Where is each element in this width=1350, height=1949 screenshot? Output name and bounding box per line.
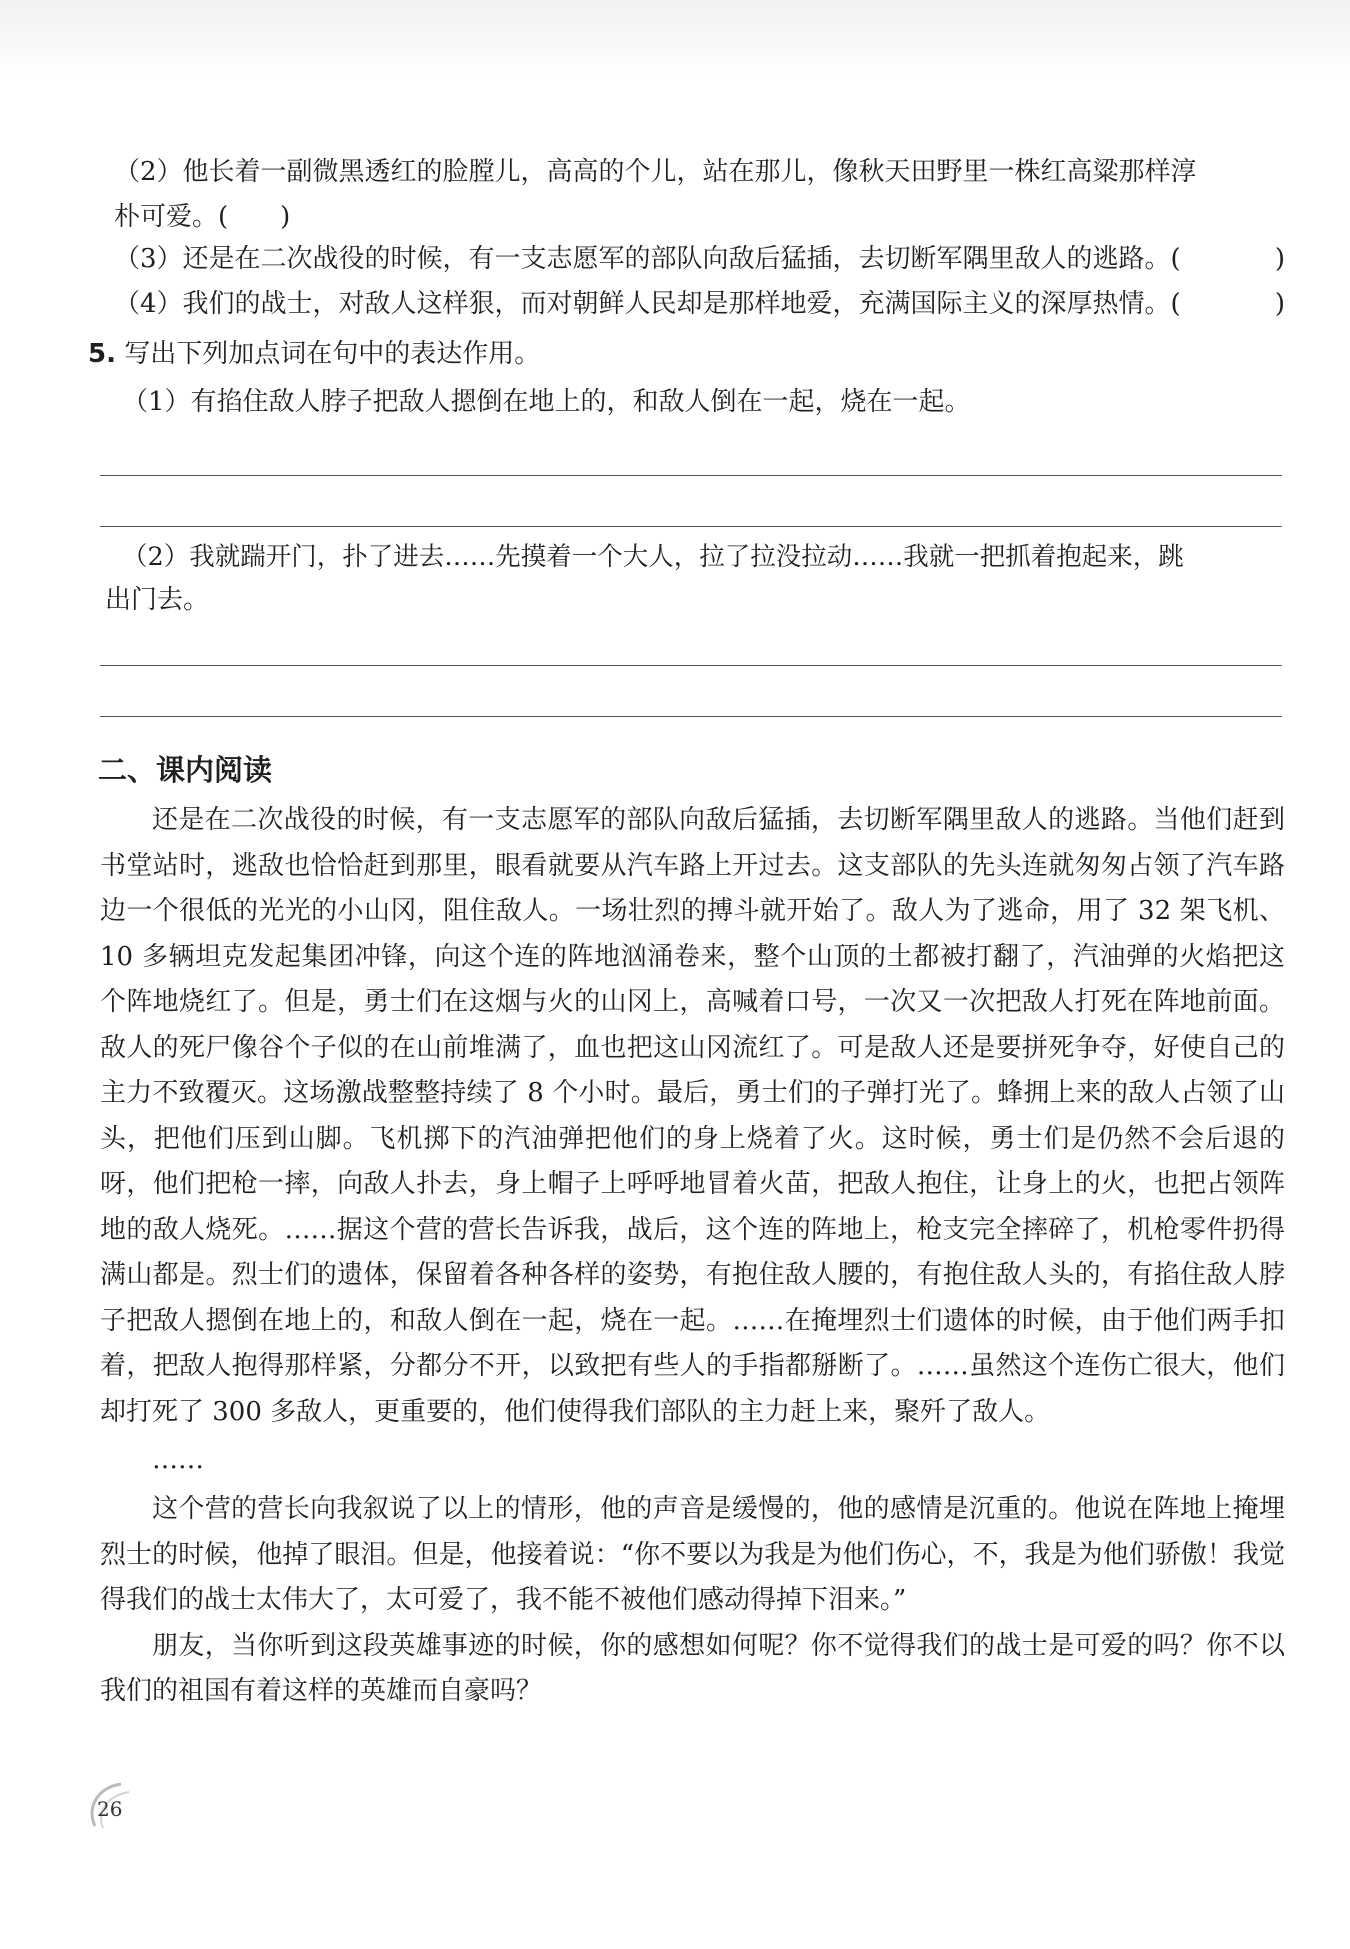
- section-title: 二、课内阅读: [98, 753, 273, 787]
- worksheet-page: [88, 150, 1285, 1715]
- answer-paren[interactable]: ): [1274, 289, 1285, 319]
- sentence-2-line-2: 出门去。: [105, 585, 210, 615]
- question-item-3-text: （3）还是在二次战役的时候，有一支志愿军的部队向敌后猛插，去切断军隅里敌人的逃路。(: [114, 244, 1181, 274]
- sentence-1: （1）有掐住敌人脖子把敌人摁倒在地上的，和敌人倒在一起，烧在一起。: [122, 387, 971, 417]
- answer-line[interactable]: [100, 621, 1282, 666]
- answer-line[interactable]: [100, 666, 1282, 717]
- reading-paragraph-2: 这个营的营长向我叙说了以上的情形，他的声音是缓慢的，他的感情是沉重的。他说在阵地上掩埋烈士的时候，他掉了眼泪。但是，他接着说：“你不要以为我是为他们伤心，不，我是为他们骄傲！我觉得我们的战士太伟大了，太可爱了，我不能不被他们感动得掉下泪来。”: [100, 1494, 1285, 1615]
- question-item-2-text: （2）他长着一副微黑透红的脸膛儿，高高的个儿，站在那儿，像秋天田野里一株红高粱那样淳: [114, 157, 1197, 187]
- page-number: 26: [97, 1797, 123, 1821]
- question-number: 5.: [88, 339, 116, 369]
- reading-paragraph-1: 还是在二次战役的时候，有一支志愿军的部队向敌后猛插，去切断军隅里敌人的逃路。当他们赶到书堂站时，逃敌也恰恰赶到那里，眼看就要从汽车路上开过去。这支部队的先头连就匆匆占领了汽车路边一个很低的光光的小山冈，阻住敌人。一场壮烈的搏斗就开始了。敌人为了逃命，用了 32 架飞机、10 多辆坦克发起集团冲锋，向这个连的阵地汹涌卷来，整个山顶的土都被打翻了，汽油弹的火焰把这个阵地烧红了。但是，勇士们在这烟与火的山冈上，高喊着口号，一次又一次把敌人打死在阵地前面。敌人的死尸像谷个子似的在山前堆满了，血也把这山冈流红了。可是敌人还是要拼死争夺，好使自己的主力不致覆灭。这场激战整整持续了 8 个小时。最后，勇士们的子弹打光了。蜂拥上来的敌人占领了山头，把他们压到山脚。飞机掷下的汽油弹把他们的身上烧着了火。这时候，勇士们是仍然不会后退的呀，他们把枪一摔，向敌人扑去，身上帽子上呼呼地冒着火苗，把敌人抱住，让身上的火，也把占领阵地的敌人烧死。……据这个营的营长告诉我，战后，这个连的阵地上，枪支完全摔碎了，机枪零件扔得满山都是。烈士们的遗体，保留着各种各样的姿势，有抱住敌人腰的，有抱住敌人头的，有掐住敌人脖子把敌人摁倒在地上的，和敌人倒在一起，烧在一起。……在掩埋烈士们遗体的时候，由于他们两手扣着，把敌人抱得那样紧，分都分不开，以致把有些人的手指都掰断了。……虽然这个连伤亡很大，他们却打死了 300 多敌人，更重要的，他们使得我们部队的主力赶上来，聚歼了敌人。: [100, 805, 1285, 1427]
- ellipsis: ……: [152, 1445, 204, 1475]
- question-item-2: [114, 150, 1285, 240]
- reading-paragraph-3: 朋友，当你听到这段英雄事迹的时候，你的感想如何呢？你不觉得我们的战士是可爱的吗？你不以我们的祖国有着这样的英雄而自豪吗？: [100, 1630, 1285, 1706]
- question-item-4-text: （4）我们的战士，对敌人这样狠，而对朝鲜人民却是那样地爱，充满国际主义的深厚热情。(: [114, 289, 1181, 319]
- question-item-2-cont: 朴可爱。( ): [114, 202, 291, 232]
- sentence-2-line-1: （2）我就踹开门，扑了进去……先摸着一个大人，拉了拉没拉动……我就一把抓着抱起来，跳: [122, 542, 1184, 572]
- answer-paren[interactable]: ): [1274, 244, 1285, 274]
- question-item-3: [114, 240, 1285, 285]
- question-5-title: [88, 334, 1285, 374]
- question-item-4: [114, 285, 1285, 330]
- answer-line[interactable]: [100, 424, 1282, 476]
- page-top-shade: [0, 0, 1350, 78]
- question-5-prompt: 写出下列加点词在句中的表达作用。: [124, 339, 541, 369]
- answer-line[interactable]: [100, 476, 1282, 527]
